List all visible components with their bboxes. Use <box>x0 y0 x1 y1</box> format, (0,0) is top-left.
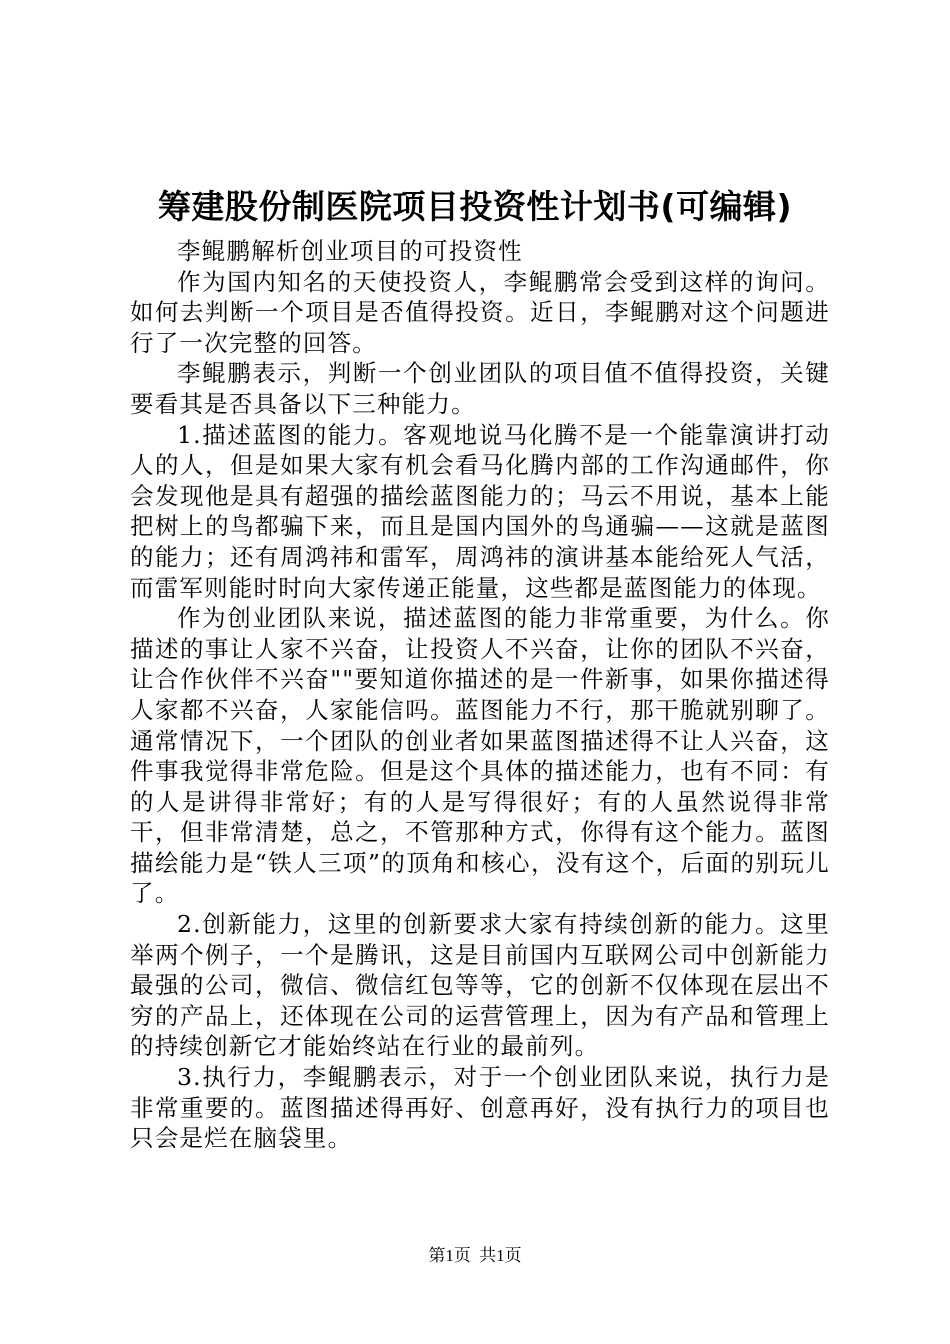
paragraph-innovation-ability: 2.创新能力，这里的创新要求大家有持续创新的能力。这里举两个例子，一个是腾讯，这是目前国内互联网公司中创新能力最强的公司，微信、微信红包等等，它的创新不仅体现在层出不穷的产品上，还体现在公司的运营管理上，因为有产品和管理上的持续创新它才能始终站在行业的最前列。 <box>130 910 830 1061</box>
document-title: 筹建股份制医院项目投资性计划书(可编辑) <box>157 187 793 226</box>
paragraph-intro: 作为国内知名的天使投资人，李鲲鹏常会受到这样的询问。如何去判断一个项目是否值得投资。近日，李鲲鹏对这个问题进行了一次完整的回答。 <box>130 267 830 357</box>
document-body <box>130 236 830 1154</box>
page-number: 第1页 <box>428 1246 471 1265</box>
paragraph-blueprint-importance: 作为创业团队来说，描述蓝图的能力非常重要，为什么。你描述的事让人家不兴奋，让投资人不兴奋，让你的团队不兴奋，让合作伙伴不兴奋""要知道你描述的是一件新事，如果你描述得人家都不兴奋，人家能信吗。蓝图能力不行，那干脆就别聊了。通常情况下，一个团队的创业者如果蓝图描述得不让人兴奋，这件事我觉得非常危险。但是这个具体的描述能力，也有不同：有的人是讲得非常好；有的人是写得很好；有的人虽然说得非常干，但非常清楚，总之，不管那种方式，你得有这个能力。蓝图描绘能力是“铁人三项”的顶角和核心，没有这个，后面的别玩儿了。 <box>130 604 830 908</box>
paragraph-subtitle: 李鲲鹏解析创业项目的可投资性 <box>177 237 523 265</box>
paragraph-execution-ability: 3.执行力，李鲲鹏表示，对于一个创业团队来说，执行力是非常重要的。蓝图描述得再好、创意再好，没有执行力的项目也只会是烂在脑袋里。 <box>130 1063 830 1153</box>
paragraph-blueprint-ability: 1.描述蓝图的能力。客观地说马化腾不是一个能靠演讲打动人的人，但是如果大家有机会看马化腾内部的工作沟通邮件，你会发现他是具有超强的描绘蓝图能力的；马云不用说，基本上能把树上的鸟都骗下来，而且是国内国外的鸟通骗——这就是蓝图的能力；还有周鸿祎和雷军，周鸿祎的演讲基本能给死人气活，而雷军则能时时向大家传递正能量，这些都是蓝图能力的体现。 <box>130 420 830 602</box>
page-total: 共1页 <box>479 1246 522 1265</box>
paragraph-three-abilities: 李鲲鹏表示，判断一个创业团队的项目值不值得投资，关键要看其是否具备以下三种能力。 <box>130 359 830 418</box>
page-footer <box>0 1245 950 1267</box>
